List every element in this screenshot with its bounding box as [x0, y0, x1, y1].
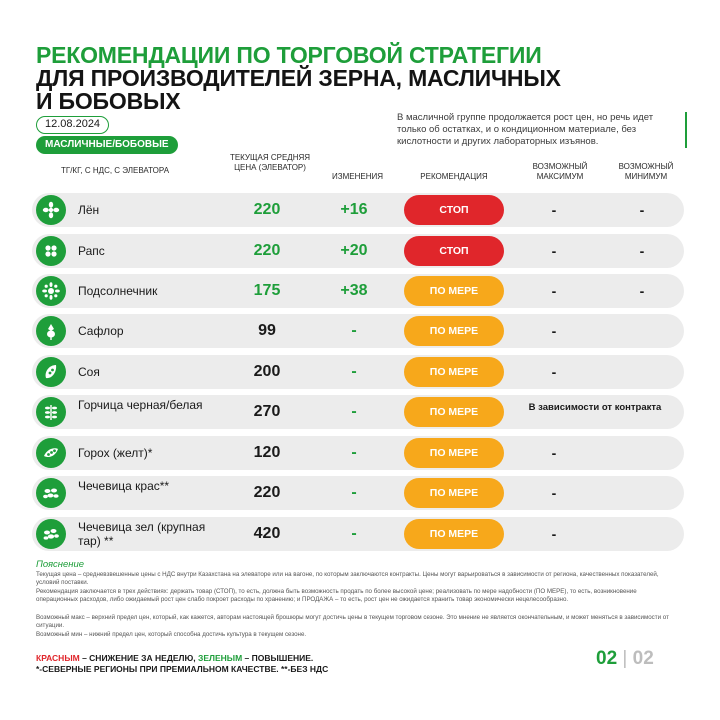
possible-min: - [639, 283, 645, 299]
legend-item-min: Возможный мин – нижний предел цен, который способна достичь культура в текущем сезоне. [36, 631, 307, 638]
soy-icon [36, 357, 66, 387]
legend-item-price: Текущая цена – средневзвешенные цены с НДС внутри Казахстана на элеваторе или на вагоне, по которым заключаются контракты. Цены могут варьироваться в зависимости от региона, качественных показателей, условий поставки. [36, 571, 659, 586]
table-row [32, 517, 684, 551]
date-badge: 12.08.2024 [36, 116, 109, 134]
recommendation-badge: ПО МЕРЕ [404, 357, 504, 387]
crop-name: Подсолнечник [78, 284, 158, 298]
table-row [32, 234, 684, 268]
possible-max: - [551, 202, 557, 218]
recommendation-badge: ПО МЕРЕ [404, 519, 504, 549]
footer-red-word: КРАСНЫМ [36, 653, 80, 663]
price-change: - [351, 363, 357, 380]
column-header-max: ВОЗМОЖНЫЙ МАКСИМУМ [532, 162, 588, 181]
footer-mid-2: – ПОВЫШЕНИЕ. [242, 653, 314, 663]
possible-max: - [551, 526, 557, 542]
sunflower-icon [36, 276, 66, 306]
current-price: 220 [253, 201, 281, 218]
crop-name: Лён [78, 203, 100, 217]
title-line-2: ДЛЯ ПРОИЗВОДИТЕЛЕЙ ЗЕРНА, МАСЛИЧНЫХ [36, 65, 561, 91]
column-header-min: ВОЗМОЖНЫЙ МИНИМУМ [618, 162, 674, 181]
price-change: +38 [340, 282, 368, 299]
possible-max: - [551, 323, 557, 339]
price-change: - [351, 444, 357, 461]
page-total: 02 [632, 648, 654, 669]
table-row [32, 476, 684, 510]
price-change: - [351, 525, 357, 542]
lentil-green-icon [36, 519, 66, 549]
page-indicator [596, 648, 654, 670]
page-current: 02 [596, 648, 618, 669]
possible-max: - [551, 445, 557, 461]
current-price: 120 [253, 444, 281, 461]
page-title [36, 44, 696, 113]
current-price: 220 [253, 484, 281, 501]
crop-name: Чечевица крас** [78, 479, 170, 493]
recommendation-badge: СТОП [404, 195, 504, 225]
possible-max-note: В зависимости от контракта [528, 402, 662, 413]
table-row [32, 314, 684, 348]
title-line-1: РЕКОМЕНДАЦИИ ПО ТОРГОВОЙ СТРАТЕГИИ [36, 42, 542, 68]
current-price: 200 [253, 363, 281, 380]
recommendation-badge: ПО МЕРЕ [404, 397, 504, 427]
current-price: 175 [253, 282, 281, 299]
current-price: 220 [253, 242, 281, 259]
possible-max: - [551, 283, 557, 299]
column-header-price: ТЕКУЩАЯ СРЕДНЯЯ ЦЕНА (ЭЛЕВАТОР) [229, 153, 311, 172]
possible-min: - [639, 243, 645, 259]
mustard-icon [36, 397, 66, 427]
crop-name: Рапс [78, 244, 105, 258]
recommendation-badge: ПО МЕРЕ [404, 438, 504, 468]
safflower-icon [36, 316, 66, 346]
footer-mid-1: – СНИЖЕНИЕ ЗА НЕДЕЛЮ, [79, 653, 198, 663]
price-change: - [351, 403, 357, 420]
price-change: +20 [340, 242, 368, 259]
recommendation-badge: СТОП [404, 236, 504, 266]
pea-icon [36, 438, 66, 468]
table-row [32, 355, 684, 389]
title-line-3: И БОБОВЫХ [36, 88, 181, 114]
crop-name: Чечевица зел (крупная тар) ** [78, 520, 206, 548]
current-price: 270 [253, 403, 281, 420]
table-row [32, 436, 684, 470]
crop-name: Соя [78, 365, 100, 379]
flax-icon [36, 195, 66, 225]
table-row [32, 274, 684, 308]
current-price: 99 [258, 322, 276, 339]
table-row [32, 395, 684, 429]
footer-green-word: ЗЕЛЕНЫМ [198, 653, 243, 663]
crop-name: Горох (желт)* [78, 446, 153, 460]
rapeseed-icon [36, 236, 66, 266]
recommendation-badge: ПО МЕРЕ [404, 478, 504, 508]
recommendation-badge: ПО МЕРЕ [404, 276, 504, 306]
possible-max: - [551, 364, 557, 380]
lentil-icon [36, 478, 66, 508]
category-badge: МАСЛИЧНЫЕ/БОБОВЫЕ [36, 136, 178, 154]
price-change: - [351, 484, 357, 501]
legend-item-max: Возможный макс – верхний предел цен, который, как кажется, авторам настоящей брошюры могут достичь цены в текущем торговом сезоне. Это мнение не является окончательным, и может меняться в зависимости от ситуации. [36, 614, 669, 629]
crop-name: Горчица черная/белая [78, 398, 203, 412]
price-change: - [351, 322, 357, 339]
page-separator: | [622, 648, 628, 669]
possible-max: - [551, 485, 557, 501]
legend-title: Пояснение [36, 559, 85, 570]
column-header-recommendation: РЕКОМЕНДАЦИЯ [420, 172, 488, 181]
market-note: В масличной группе продолжается рост цен, но речь идет только об остатках, и о кондиционном материале, без кислотности и других лабораторных изъянов. [397, 112, 687, 148]
footer-notes: *-СЕВЕРНЫЕ РЕГИОНЫ ПРИ ПРЕМИАЛЬНОМ КАЧЕСТВЕ. **-БЕЗ НДС [36, 664, 329, 674]
column-header-unit: ТГ/КГ, С НДС, С ЭЛЕВАТОРА [60, 166, 170, 175]
legend-item-recommendation: Рекомендация заключается в трех действиях: держать товар (СТОП), то есть, должна быть возможность продать по более высокой цене; реализовать по мере надобности (ПО МЕРЕ), то есть, возникновение операционных расходов, либо ожидаемый рост цен слабо покроет расходы по хранению; и ПРОДАЖА – то есть, рост цен не ожидается хранить товар экономически нецелесообразно. [36, 588, 637, 603]
footer-color-legend [36, 653, 313, 663]
table-row [32, 193, 684, 227]
price-change: +16 [340, 201, 368, 218]
current-price: 420 [253, 525, 281, 542]
crop-name: Сафлор [78, 324, 124, 338]
possible-min: - [639, 202, 645, 218]
column-header-change: ИЗМЕНЕНИЯ [332, 172, 383, 181]
recommendation-badge: ПО МЕРЕ [404, 316, 504, 346]
possible-max: - [551, 243, 557, 259]
